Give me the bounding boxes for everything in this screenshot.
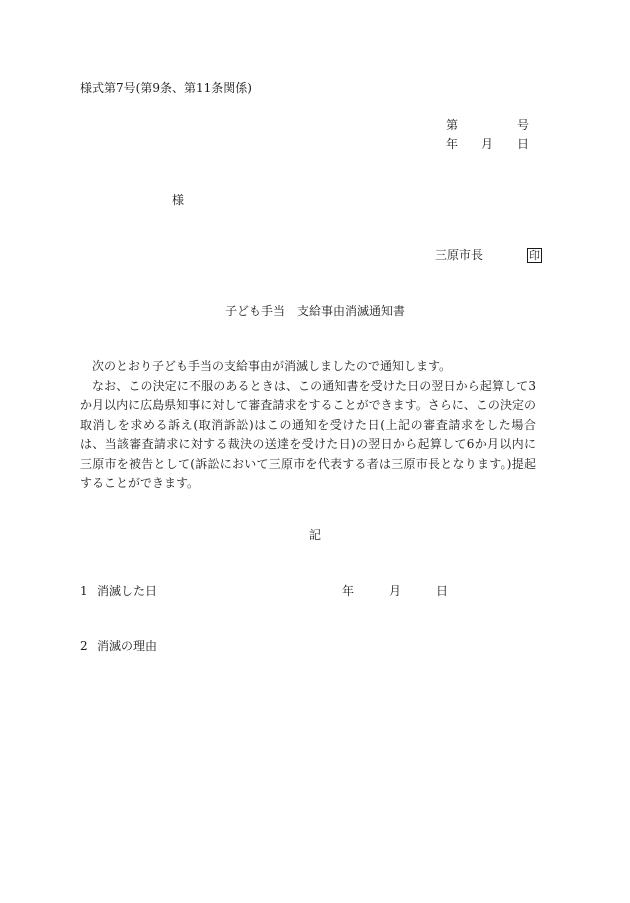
item-extinction-reason bbox=[80, 638, 280, 654]
document-title: 子ども手当 支給事由消滅通知書 bbox=[224, 304, 405, 318]
body-paragraph-2: なお、この決定に不服のあるときは、この通知書を受けた日の翌日から起算して3か月以内に広島県知事に対して審査請求をすることができます。さらに、この決定の取消しを求める訴え(取消訴訟)はこの通知を受けた日(上記の審査請求をした場合は、当該審査請求に対する裁決の送達を受けた日)の翌日から起算して6か月以内に三原市を被告として(訴訟において三原市を代表する者は三原市長となります。)提起することができます。 bbox=[80, 378, 536, 490]
sender-block bbox=[435, 247, 542, 263]
body-text bbox=[80, 357, 536, 494]
ki-heading: 記 bbox=[308, 528, 321, 542]
sender-name: 三原市長 bbox=[435, 248, 484, 262]
body-paragraph-1: 次のとおり子ども手当の支給事由が消滅しましたので通知します。 bbox=[92, 359, 452, 373]
date-month: 月 bbox=[481, 137, 494, 151]
number-suffix: 号 bbox=[517, 118, 530, 132]
item-label: 消滅の理由 bbox=[97, 639, 158, 653]
seal-mark: 印 bbox=[529, 249, 541, 262]
item-extinction-date bbox=[80, 583, 540, 599]
item-year: 年 bbox=[342, 584, 355, 598]
form-number: 様式第7号(第9条、第11条関係) bbox=[80, 81, 252, 95]
item-number: 1 bbox=[80, 584, 88, 598]
number-prefix: 第 bbox=[446, 118, 459, 132]
item-month: 月 bbox=[389, 584, 402, 598]
recipient-suffix: 様 bbox=[172, 193, 185, 207]
item-number: 2 bbox=[80, 639, 88, 653]
item-day: 日 bbox=[436, 584, 449, 598]
date-year: 年 bbox=[446, 137, 459, 151]
date-day: 日 bbox=[517, 137, 530, 151]
item-label: 消滅した日 bbox=[97, 584, 158, 598]
